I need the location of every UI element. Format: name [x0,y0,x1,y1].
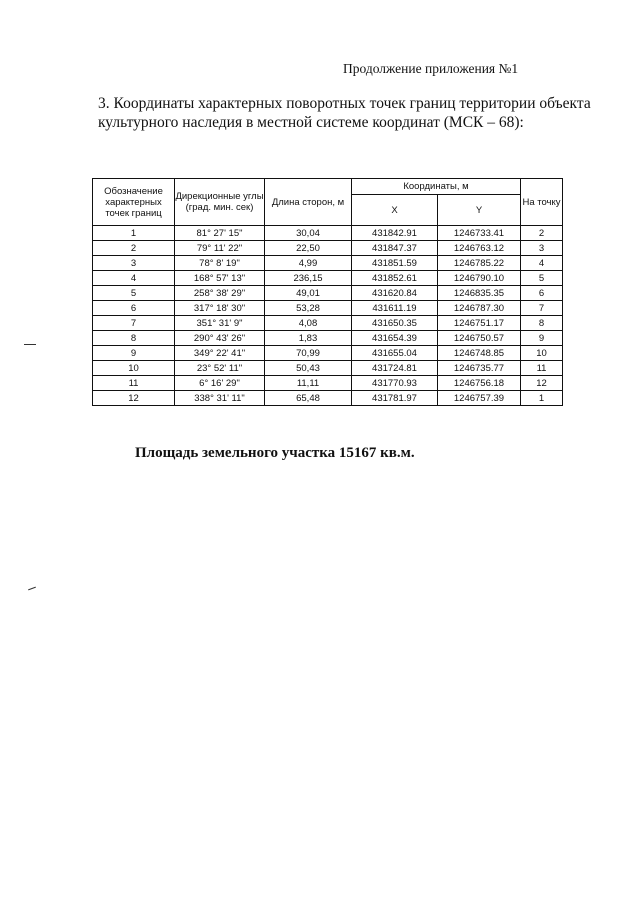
cell-x: 431654.39 [352,331,438,346]
cell-to-point: 4 [521,256,563,271]
cell-x: 431851.59 [352,256,438,271]
table-row [93,391,563,406]
cell-point: 11 [93,376,175,391]
cell-angle: 79° 11' 22" [175,241,265,256]
cell-angle: 23° 52' 11" [175,361,265,376]
cell-angle: 349° 22' 41" [175,346,265,361]
cell-x: 431650.35 [352,316,438,331]
cell-point: 7 [93,316,175,331]
cell-y: 1246751.17 [438,316,521,331]
table-row [93,331,563,346]
cell-point: 10 [93,361,175,376]
cell-point: 8 [93,331,175,346]
cell-to-point: 10 [521,346,563,361]
page-header: Продолжение приложения №1 [343,61,519,76]
cell-length: 65,48 [265,391,352,406]
cell-x: 431847.37 [352,241,438,256]
table-row [93,226,563,241]
header-length: Длина сторон, м [265,179,352,226]
cell-angle: 317° 18' 30" [175,301,265,316]
cell-length: 30,04 [265,226,352,241]
table-row [93,271,563,286]
header-point: Обозначение характерных точек границ [93,179,175,226]
cell-to-point: 2 [521,226,563,241]
cell-angle: 290° 43' 26" [175,331,265,346]
cell-point: 2 [93,241,175,256]
cell-length: 53,28 [265,301,352,316]
header-x: X [352,195,438,226]
cell-point: 4 [93,271,175,286]
cell-angle: 168° 57' 13" [175,271,265,286]
land-area-statement: Площадь земельного участка 15167 кв.м. [135,445,415,461]
table-row [93,286,563,301]
cell-length: 50,43 [265,361,352,376]
cell-x: 431842.91 [352,226,438,241]
table-row [93,301,563,316]
header-to-point: На точку [521,179,563,226]
header-y: Y [438,195,521,226]
cell-to-point: 6 [521,286,563,301]
table-row [93,316,563,331]
cell-angle: 78° 8' 19" [175,256,265,271]
table-row [93,241,563,256]
cell-y: 1246787.30 [438,301,521,316]
cell-x: 431655.04 [352,346,438,361]
cell-y: 1246785.22 [438,256,521,271]
cell-x: 431770.93 [352,376,438,391]
cell-x: 431781.97 [352,391,438,406]
cell-to-point: 7 [521,301,563,316]
cell-x: 431852.61 [352,271,438,286]
cell-y: 1246748.85 [438,346,521,361]
cell-y: 1246750.57 [438,331,521,346]
cell-y: 1246835.35 [438,286,521,301]
cell-to-point: 12 [521,376,563,391]
table-row [93,256,563,271]
cell-y: 1246733.41 [438,226,521,241]
cell-angle: 258° 38' 29" [175,286,265,301]
header-angle: Дирекционные углы (град. мин. сек) [175,179,265,226]
cell-to-point: 1 [521,391,563,406]
cell-y: 1246757.39 [438,391,521,406]
table-row [93,361,563,376]
cell-y: 1246790.10 [438,271,521,286]
cell-to-point: 5 [521,271,563,286]
cell-length: 236,15 [265,271,352,286]
cell-x: 431724.81 [352,361,438,376]
cell-length: 49,01 [265,286,352,301]
cell-angle: 338° 31' 11" [175,391,265,406]
cell-x: 431620.84 [352,286,438,301]
coordinates-table-container [92,178,563,406]
table-row [93,346,563,361]
cell-angle: 81° 27' 15" [175,226,265,241]
cell-to-point: 3 [521,241,563,256]
section-heading-line-1: 3. Координаты характерных поворотных точек границ территории объекта [98,95,591,112]
cell-angle: 6° 16' 29" [175,376,265,391]
cell-y: 1246763.12 [438,241,521,256]
cell-to-point: 11 [521,361,563,376]
cell-point: 6 [93,301,175,316]
table-row [93,376,563,391]
cell-point: 1 [93,226,175,241]
header-coordinates: Координаты, м [352,179,521,195]
coordinates-table [92,178,563,406]
scan-mark [28,587,36,591]
cell-length: 4,99 [265,256,352,271]
cell-length: 70,99 [265,346,352,361]
scan-mark [24,344,36,345]
cell-length: 1,83 [265,331,352,346]
cell-x: 431611.19 [352,301,438,316]
cell-to-point: 9 [521,331,563,346]
cell-to-point: 8 [521,316,563,331]
cell-point: 9 [93,346,175,361]
cell-y: 1246756.18 [438,376,521,391]
cell-length: 11,11 [265,376,352,391]
cell-point: 5 [93,286,175,301]
coordinates-table-body [93,226,563,406]
section-heading-line-2: культурного наследия в местной системе координат (МСК – 68): [98,114,524,131]
cell-y: 1246735.77 [438,361,521,376]
section-heading [98,94,590,132]
cell-point: 12 [93,391,175,406]
cell-length: 4,08 [265,316,352,331]
cell-point: 3 [93,256,175,271]
cell-angle: 351° 31' 9" [175,316,265,331]
cell-length: 22,50 [265,241,352,256]
